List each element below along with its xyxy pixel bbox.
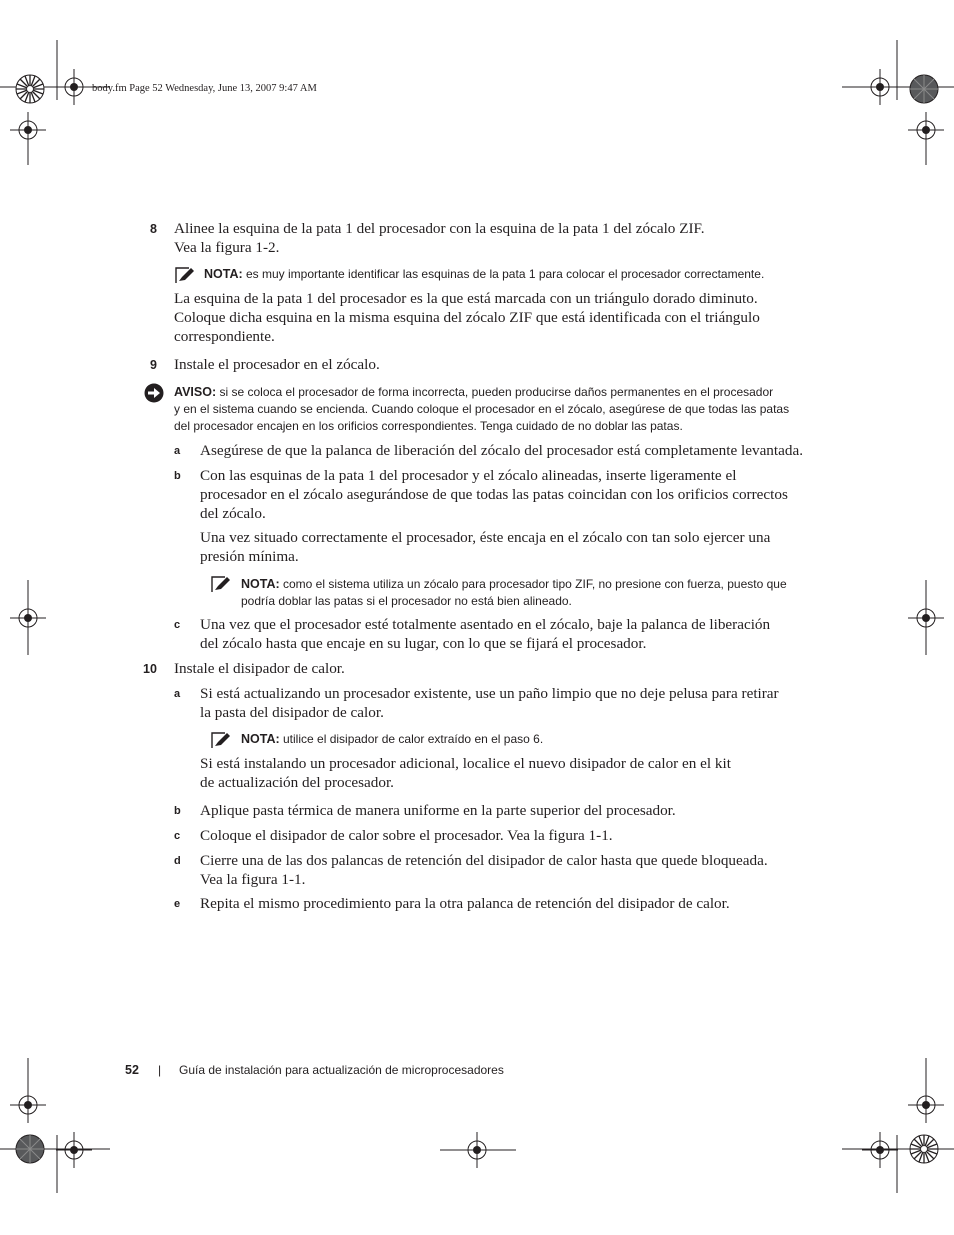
registration-mark-left-middle: [10, 600, 46, 636]
note-label: NOTA:: [241, 732, 280, 746]
paragraph-line: Coloque dicha esquina en la misma esquina del zócalo ZIF que está identificada con el triángulo: [174, 309, 760, 326]
substep-letter: b: [174, 805, 181, 817]
color-target-bottom-left: [15, 1134, 45, 1164]
arrow-notice-icon: [144, 383, 164, 403]
footer-title: Guía de instalación para actualización de microprocesadores: [179, 1063, 504, 1077]
substep-text: Con las esquinas de la pata 1 del procesador y el zócalo alineadas, inserte ligeramente el: [200, 467, 737, 484]
crop-line-top-h: [0, 60, 954, 150]
step-text: Vea la figura 1-2.: [174, 239, 280, 256]
note-label: NOTA:: [241, 577, 280, 591]
note-2: [241, 576, 787, 610]
note-3: [241, 731, 543, 748]
paragraph-line: Si está instalando un procesador adicional, localice el nuevo disipador de calor en el kit: [200, 755, 731, 772]
pencil-note-icon: [175, 266, 195, 284]
pencil-note-icon: [211, 731, 231, 749]
pencil-note-icon: [211, 575, 231, 593]
step-text: Instale el procesador en el zócalo.: [174, 356, 380, 373]
note-label: NOTA:: [204, 267, 243, 281]
substep-letter: b: [174, 470, 181, 482]
notice-text: del procesador encajen en los orificios correspondientes. Tenga cuidado de no doblar las patas.: [174, 419, 683, 433]
notice-block: [174, 384, 789, 435]
substep-text: Cierre una de las dos palancas de retención del disipador de calor hasta que quede bloqueada.: [200, 852, 768, 869]
color-target-top-left: [15, 74, 45, 104]
paragraph-line: correspondiente.: [174, 328, 275, 345]
substep-text: Si está actualizando un procesador existente, use un paño limpio que no deje pelusa para retirar: [200, 685, 779, 702]
paragraph-line: La esquina de la pata 1 del procesador es la que está marcada con un triángulo dorado diminuto.: [174, 290, 758, 307]
note-1: [204, 266, 764, 283]
substep-text: del zócalo.: [200, 505, 266, 522]
substep-text: Vea la figura 1-1.: [200, 871, 306, 888]
paragraph-line: Una vez situado correctamente el procesador, éste encaja en el zócalo con tan solo ejercer una: [200, 529, 771, 546]
substep-text: del zócalo hasta que encaje en su lugar, con lo que se fijará el procesador.: [200, 635, 647, 652]
substep-text: procesador en el zócalo asegurándose de que todas las patas coincidan con los orificios correctos: [200, 486, 788, 503]
crop-line-bottom-h: [0, 1148, 954, 1152]
note-text: como el sistema utiliza un zócalo para procesador tipo ZIF, no presione con fuerza, puesto que: [283, 577, 787, 591]
note-text: utilice el disipador de calor extraído en el paso 6.: [283, 732, 544, 746]
color-target-bottom-right: [909, 1134, 939, 1164]
note-text: podría doblar las patas si el procesador no está bien alineado.: [241, 594, 572, 608]
notice-label: AVISO:: [174, 385, 217, 399]
footer-separator: |: [158, 1063, 162, 1077]
step-text: Alinee la esquina de la pata 1 del procesador con la esquina de la pata 1 del zócalo ZIF.: [174, 220, 705, 237]
registration-mark-left-lower: [10, 1087, 46, 1123]
notice-text: y en el sistema cuando se encienda. Cuando coloque el procesador en el zócalo, asegúrese de que todas las patas: [174, 402, 790, 416]
substep-letter: c: [174, 830, 181, 842]
substep-letter: a: [174, 688, 181, 700]
paragraph-line: presión mínima.: [200, 548, 299, 565]
substep-letter: e: [174, 898, 181, 910]
color-target-top-right: [909, 74, 939, 104]
substep-text: Asegúrese de que la palanca de liberación del zócalo del procesador está completamente levantada.: [200, 442, 803, 459]
substep-letter: a: [174, 445, 181, 457]
substep-letter: c: [174, 619, 181, 631]
notice-text: si se coloca el procesador de forma incorrecta, pueden producirse daños permanentes en el procesador: [219, 385, 774, 399]
paragraph-line: de actualización del procesador.: [200, 774, 394, 791]
page-slug: body.fm Page 52 Wednesday, June 13, 2007 9:47 AM: [92, 83, 317, 94]
step-number: 10: [143, 662, 157, 676]
substep-text: la pasta del disipador de calor.: [200, 704, 384, 721]
step-text: Instale el disipador de calor.: [174, 660, 345, 677]
registration-mark-right-middle: [908, 600, 944, 636]
step-number: 9: [150, 358, 157, 372]
substep-letter: d: [174, 855, 181, 867]
page-number: 52: [125, 1063, 139, 1077]
note-text: es muy importante identificar las esquinas de la pata 1 para colocar el procesador correctamente.: [246, 267, 765, 281]
substep-text: Aplique pasta térmica de manera uniforme en la parte superior del procesador.: [200, 802, 676, 819]
step-number: 8: [150, 222, 157, 236]
registration-mark-right-lower: [908, 1087, 944, 1123]
substep-text: Coloque el disipador de calor sobre el procesador. Vea la figura 1-1.: [200, 827, 613, 844]
substep-text: Repita el mismo procedimiento para la otra palanca de retención del disipador de calor.: [200, 895, 730, 912]
substep-text: Una vez que el procesador esté totalmente asentado en el zócalo, baje la palanca de liberación: [200, 616, 771, 633]
